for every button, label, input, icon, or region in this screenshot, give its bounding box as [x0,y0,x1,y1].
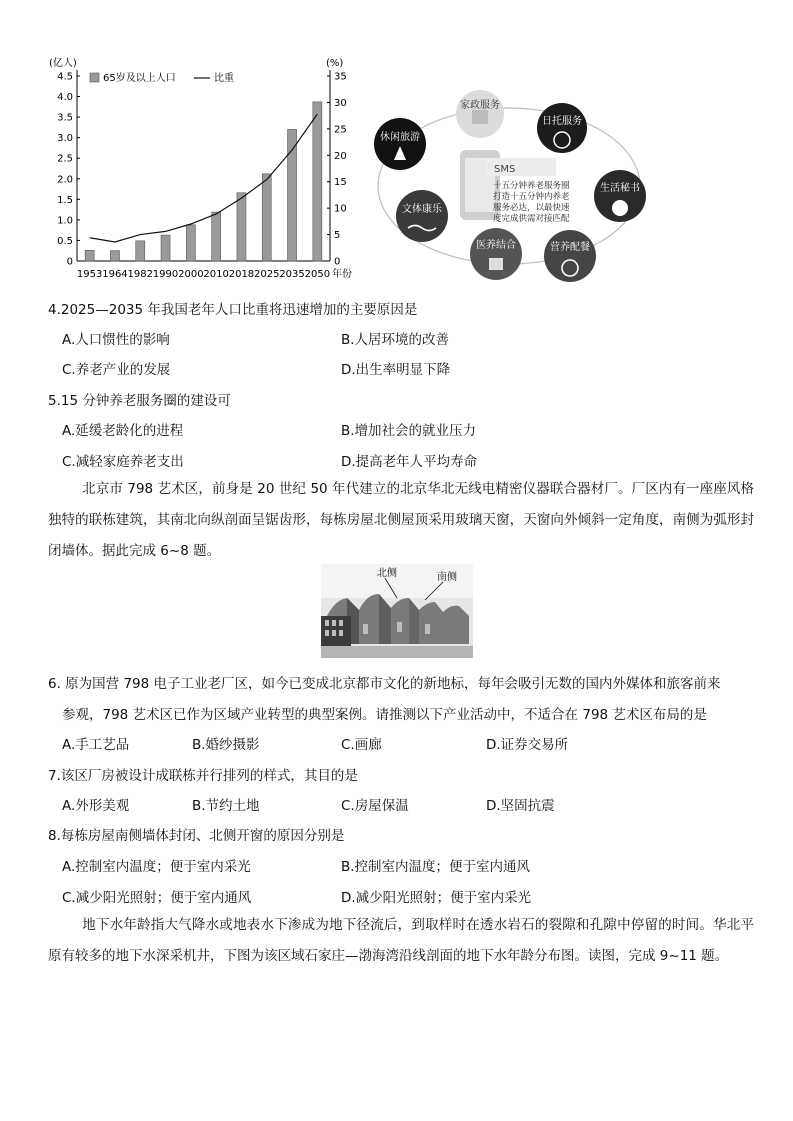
right-axis-tick-label: 20 [334,150,347,162]
x-axis-tick-label: 2035 [279,269,305,280]
question-8-option-c: C.减少阳光照射；便于室内通风 [62,890,252,906]
right-axis-label: (%) [326,58,344,69]
population-aging-chart [44,56,374,288]
bar-65-plus-population [136,241,145,261]
passage-798-art-district [48,474,754,567]
question-8-option-a: A.控制室内温度；便于室内采光 [62,859,251,875]
sms-label: SMS [494,164,516,175]
service-node-leisure-travel [374,118,426,170]
legend-label-proportion: 比重 [214,73,234,84]
bar-65-plus-population [110,251,119,261]
question-4-option-c: C.养老产业的发展 [62,362,171,378]
question-5-stem: 5.15 分钟养老服务圈的建设可 [48,393,231,409]
bar-65-plus-population [237,193,246,261]
service-node-medical-care [470,228,522,280]
question-7-option-c: C.房屋保温 [341,798,409,814]
question-7-option-d: D.坚固抗震 [486,798,555,814]
x-axis-tick-label: 2018 [228,269,255,280]
x-axis-tick-label: 1953 [76,269,103,280]
question-8-option-d: D.减少阳光照射；便于室内采光 [341,890,532,906]
service-node-recreation [396,190,448,242]
question-5-option-a: A.延缓老龄化的进程 [62,423,184,439]
question-4-option-d: D.出生率明显下降 [341,362,451,378]
service-label-recreation: 文体康乐 [402,204,442,215]
question-6-option-d: D.证券交易所 [486,737,569,753]
secretary-icon [612,200,628,216]
x-axis-tick-label: 1964 [102,269,128,280]
center-text-line-4: 度完成供需对接匹配 [493,214,570,224]
x-axis-tick-label: 2000 [178,269,204,280]
line-proportion [90,114,318,242]
right-axis-tick-label: 25 [334,124,347,136]
left-axis-tick-label: 3.0 [57,133,73,145]
service-label-nutrition-meals: 营养配餐 [550,242,590,253]
right-axis-tick-label: 15 [334,177,347,189]
legend-swatch-population [90,73,99,82]
photo-label-north: 北侧 [377,568,397,579]
bar-65-plus-population [262,174,271,261]
service-label-life-secretary: 生活秘书 [600,183,640,194]
bar-65-plus-population [313,102,322,261]
left-axis-tick-label: 2.5 [57,153,73,165]
question-6-stem-line-2: 参观，798 艺术区已作为区域产业转型的典型案例。请推测以下产业活动中，不适合在 798 艺术区布局的是 [62,707,707,723]
question-8-stem: 8.每栋房屋南侧墙体封闭、北侧开窗的原因分别是 [48,828,345,844]
question-8-option-b: B.控制室内温度；便于室内通风 [341,859,531,875]
service-label-medical-care: 医养结合 [476,240,516,251]
left-axis-tick-label: 0.5 [57,235,73,247]
x-axis-tick-label: 2025 [254,269,280,280]
bar-65-plus-population [85,250,94,261]
question-6-stem-line-1: 6. 原为国营 798 电子工业老厂区，如今已变成北京都市文化的新地标，每年会吸引无数的国内外媒体和旅客前来 [48,676,721,692]
question-5-option-d: D.提高老年人平均寿命 [341,454,478,470]
left-axis-tick-label: 1.0 [57,215,73,227]
left-axis-tick-label: 1.5 [57,194,73,206]
x-axis-label: 年份 [332,269,352,280]
left-axis-label: (亿人) [49,58,77,69]
question-4-stem: 4.2025—2035 年我国老年人口比重将迅速增加的主要原因是 [48,302,418,318]
question-7-option-a: A.外形美观 [62,798,130,814]
service-node-daycare [537,103,587,153]
right-axis-tick-label: 10 [334,203,347,215]
medical-icon [489,258,503,270]
service-node-life-secretary [594,170,646,222]
question-4-option-b: B.人居环境的改善 [341,332,450,348]
legend-label-population: 65岁及以上人口 [103,73,176,84]
x-axis-tick-label: 2010 [203,269,229,280]
question-7-option-b: B.节约土地 [192,798,260,814]
right-axis-tick-label: 0 [334,256,341,268]
right-axis-tick-label: 5 [334,230,341,242]
passage-groundwater-text: 地下水年龄指大气降水或地表水下渗成为地下径流后，到取样时在透水岩石的裂隙和孔隙中停留的时间。华北平原有较多的地下水深采机井，下图为该区域石家庄—渤海湾沿线剖面的地下水年龄分布图。读图，完成 9~11 题。 [48,917,754,964]
question-5-option-c: C.减轻家庭养老支出 [62,454,184,470]
service-label-daycare: 日托服务 [542,116,582,127]
right-axis-tick-label: 35 [334,71,347,83]
photo-label-south: 南侧 [437,572,457,583]
question-4-option-a: A.人口惯性的影响 [62,332,170,348]
question-6-option-b: B.婚纱摄影 [192,737,260,753]
left-axis-tick-label: 2.0 [57,174,73,186]
question-6-option-c: C.画廊 [341,737,382,753]
center-text-line-2: 打造十五分钟内养老 [493,192,570,202]
x-axis-tick-label: 1982 [127,269,153,280]
service-node-housekeeping [456,90,504,138]
factory-building-photo [321,564,473,658]
bar-65-plus-population [161,235,170,261]
passage-groundwater-age [48,910,754,972]
bar-65-plus-population [212,212,221,261]
left-axis-tick-label: 0 [66,256,73,268]
service-label-leisure-travel: 休闲旅游 [380,132,420,143]
right-axis-tick-label: 30 [334,97,347,109]
center-text-line-1: 十五分钟养老服务圈 [493,181,570,191]
left-axis-tick-label: 3.5 [57,112,73,124]
service-label-housekeeping: 家政服务 [460,100,500,111]
left-axis-tick-label: 4.0 [57,92,73,104]
center-text-line-3: 服务必达，以最快速 [493,203,570,213]
service-node-nutrition-meals [544,230,596,282]
housekeeping-icon [472,110,488,124]
x-axis-tick-label: 2050 [304,269,331,280]
bar-65-plus-population [186,225,195,261]
question-6-option-a: A.手工艺品 [62,737,130,753]
left-axis-tick-label: 4.5 [57,71,73,83]
question-5-option-b: B.增加社会的就业压力 [341,423,477,439]
passage-798-text: 北京市 798 艺术区，前身是 20 世纪 50 年代建立的北京华北无线电精密仪器联合器材厂。厂区内有一座座风格独特的联栋建筑，其南北向纵剖面呈锯齿形，每栋房屋北侧屋顶采用玻璃天窗，天窗向外倾斜一定角度，南侧为弧形封闭墙体。据此完成 6~8 题。 [48,481,754,559]
question-7-stem: 7.该区厂房被设计成联栋并行排列的样式，其目的是 [48,768,358,784]
elderly-service-circle-diagram [368,88,650,284]
x-axis-tick-label: 1990 [152,269,179,280]
